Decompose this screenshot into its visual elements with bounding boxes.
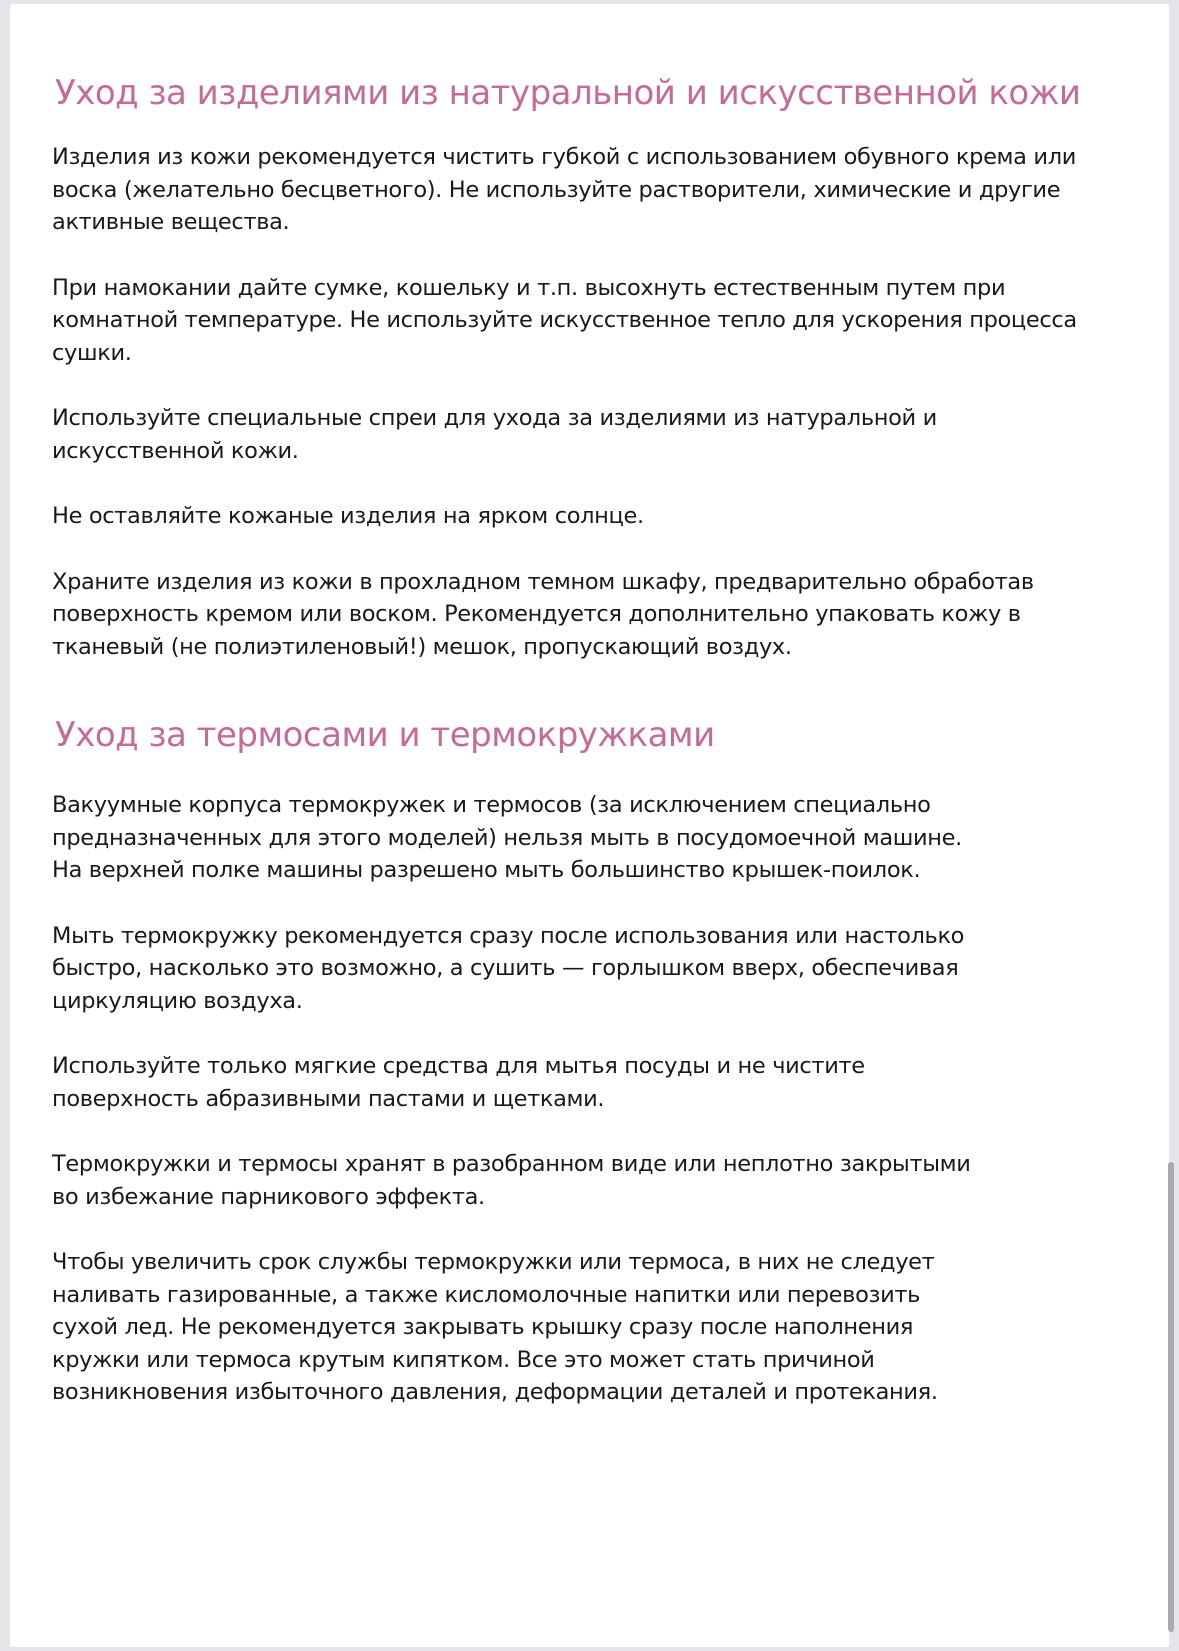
paragraph: Используйте специальные спреи для ухода за изделиями из натуральной и искусственной кожи. (52, 405, 937, 464)
paragraph: Чтобы увеличить срок службы термокружки или термоса, в них не следует наливать газированные, а также кисломолочные напитки или перевозить сухой лед. Не рекомендуется закрывать крышку сразу после наполнения кружки или термоса крутым кипятком. Все это может стать причиной возникновения избыточного давления, деформации деталей и протекания. (52, 1249, 938, 1405)
document-page (10, 4, 1169, 1647)
paragraph: Используйте только мягкие средства для мытья посуды и не чистите поверхность абразивными пастами и щетками. (52, 1053, 865, 1112)
paragraph: Мыть термокружку рекомендуется сразу после использования или настолько быстро, насколько это возможно, а сушить — горлышком вверх, обеспечивая циркуляцию воздуха. (52, 922, 965, 1014)
paragraph: Не оставляйте кожаные изделия на ярком солнце. (52, 503, 644, 529)
paragraph: Храните изделия из кожи в прохладном темном шкафу, предварительно обработав поверхность кремом или воском. Рекомендуется дополнительно упаковать кожу в тканевый (не полиэтиленовый!) мешок, пропускающий воздух. (52, 568, 1034, 660)
section-title-thermos-care: Уход за термосами и термокружками (55, 715, 715, 755)
paragraph: Изделия из кожи рекомендуется чистить губкой с использованием обувного крема или воска (желательно бесцветного). Не используйте растворители, химические и другие активные вещества. (52, 144, 1076, 235)
paragraph: Термокружки и термосы хранят в разобранном виде или неплотно закрытыми во избежание парникового эффекта. (52, 1151, 971, 1210)
section-title-leather-care: Уход за изделиями из натуральной и искусственной кожи (55, 73, 1081, 113)
paragraph: При намокании дайте сумке, кошельку и т.п. высохнуть естественным путем при комнатной температуре. Не используйте искусственное тепло для ускорения процесса сушки. (52, 274, 1077, 366)
paragraph: Вакуумные корпуса термокружек и термосов (за исключением специально предназначенных для этого моделей) нельзя мыть в посудомоечной машине. На верхней полке машины разрешено мыть большинство крышек-поилок. (52, 792, 962, 883)
vertical-scrollbar[interactable] (1168, 1162, 1174, 1632)
document-content (52, 64, 1122, 1409)
